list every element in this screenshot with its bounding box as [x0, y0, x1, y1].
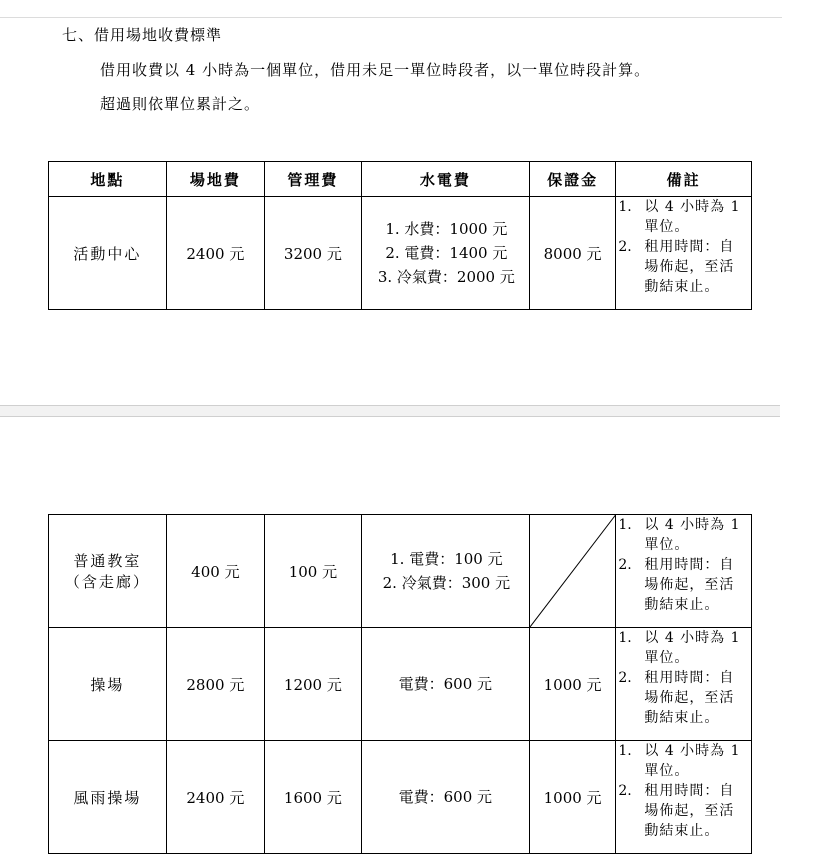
venue-fee-cell: 2800 元 — [166, 628, 264, 741]
deposit-cell-not-applicable — [529, 515, 616, 628]
table-header-row — [49, 162, 752, 197]
management-fee-cell: 100 元 — [264, 515, 361, 628]
notes-cell — [616, 741, 752, 854]
diagonal-slash — [530, 515, 616, 627]
note-item: 1. 以 4 小時為 1 單位。 — [618, 197, 749, 237]
page-break — [0, 405, 780, 417]
utility-line: 電費：600 元 — [398, 788, 493, 806]
utility-line: 1. 水費：1000 元 — [385, 220, 508, 238]
header-place: 地點 — [49, 162, 167, 197]
fee-table-page-1 — [48, 161, 752, 310]
header-utilities: 水電費 — [361, 162, 529, 197]
utility-line: 電費：600 元 — [398, 675, 493, 693]
utility-line: 3. 冷氣費：2000 元 — [377, 268, 515, 286]
venue-fee-cell: 400 元 — [166, 515, 264, 628]
utility-line: 2. 電費：1400 元 — [385, 244, 508, 262]
notes-cell — [616, 515, 752, 628]
utilities-cell — [361, 197, 529, 310]
note-text: 租用時間：自場佈起，至活動結束止。 — [644, 239, 735, 295]
header-management-fee: 管理費 — [264, 162, 361, 197]
management-fee-cell: 3200 元 — [264, 197, 361, 310]
note-text: 租用時間：自場佈起，至活動結束止。 — [644, 670, 735, 726]
table-row — [49, 628, 752, 741]
venue-fee-cell: 2400 元 — [166, 741, 264, 854]
utilities-cell — [361, 628, 529, 741]
place-cell: 活動中心 — [49, 197, 167, 310]
fee-rule-paragraph: 借用收費以 4 小時為一個單位，借用未足一單位時段者，以一單位時段計算。 — [100, 61, 651, 79]
note-text: 以 4 小時為 1 單位。 — [644, 517, 741, 553]
venue-fee-cell: 2400 元 — [166, 197, 264, 310]
note-text: 租用時間：自場佈起，至活動結束止。 — [644, 783, 735, 839]
management-fee-cell: 1200 元 — [264, 628, 361, 741]
header-deposit: 保證金 — [529, 162, 616, 197]
fee-rule-paragraph-continued: 超過則依單位累計之。 — [100, 95, 261, 113]
note-item: 2. 租用時間：自場佈起，至活動結束止。 — [618, 237, 749, 297]
place-cell: 風雨操場 — [49, 741, 167, 854]
utilities-cell — [361, 515, 529, 628]
note-text: 以 4 小時為 1 單位。 — [644, 199, 741, 235]
deposit-cell: 1000 元 — [529, 628, 616, 741]
table-row — [49, 197, 752, 310]
note-item: 1. 以 4 小時為 1 單位。 — [618, 515, 749, 555]
note-text: 租用時間：自場佈起，至活動結束止。 — [644, 557, 735, 613]
section-heading: 七、借用場地收費標準 — [62, 26, 223, 44]
utility-line: 1. 電費：100 元 — [390, 550, 503, 568]
management-fee-cell: 1600 元 — [264, 741, 361, 854]
note-text: 以 4 小時為 1 單位。 — [644, 630, 741, 666]
note-item: 2. 租用時間：自場佈起，至活動結束止。 — [618, 555, 749, 615]
table-row — [49, 515, 752, 628]
deposit-cell: 1000 元 — [529, 741, 616, 854]
header-notes: 備註 — [616, 162, 752, 197]
fee-table-page-2 — [48, 514, 752, 854]
note-item: 2. 租用時間：自場佈起，至活動結束止。 — [618, 781, 749, 841]
note-item: 1. 以 4 小時為 1 單位。 — [618, 741, 749, 781]
note-item: 1. 以 4 小時為 1 單位。 — [618, 628, 749, 668]
header-venue-fee: 場地費 — [166, 162, 264, 197]
page-top-rule — [0, 17, 782, 18]
table-row — [49, 741, 752, 854]
utilities-cell — [361, 741, 529, 854]
note-text: 以 4 小時為 1 單位。 — [644, 743, 741, 779]
note-item: 2. 租用時間：自場佈起，至活動結束止。 — [618, 668, 749, 728]
notes-cell — [616, 197, 752, 310]
place-cell: 普通教室（含走廊） — [49, 515, 167, 628]
place-cell: 操場 — [49, 628, 167, 741]
utility-line: 2. 冷氣費：300 元 — [382, 574, 511, 592]
notes-cell — [616, 628, 752, 741]
deposit-cell: 8000 元 — [529, 197, 616, 310]
